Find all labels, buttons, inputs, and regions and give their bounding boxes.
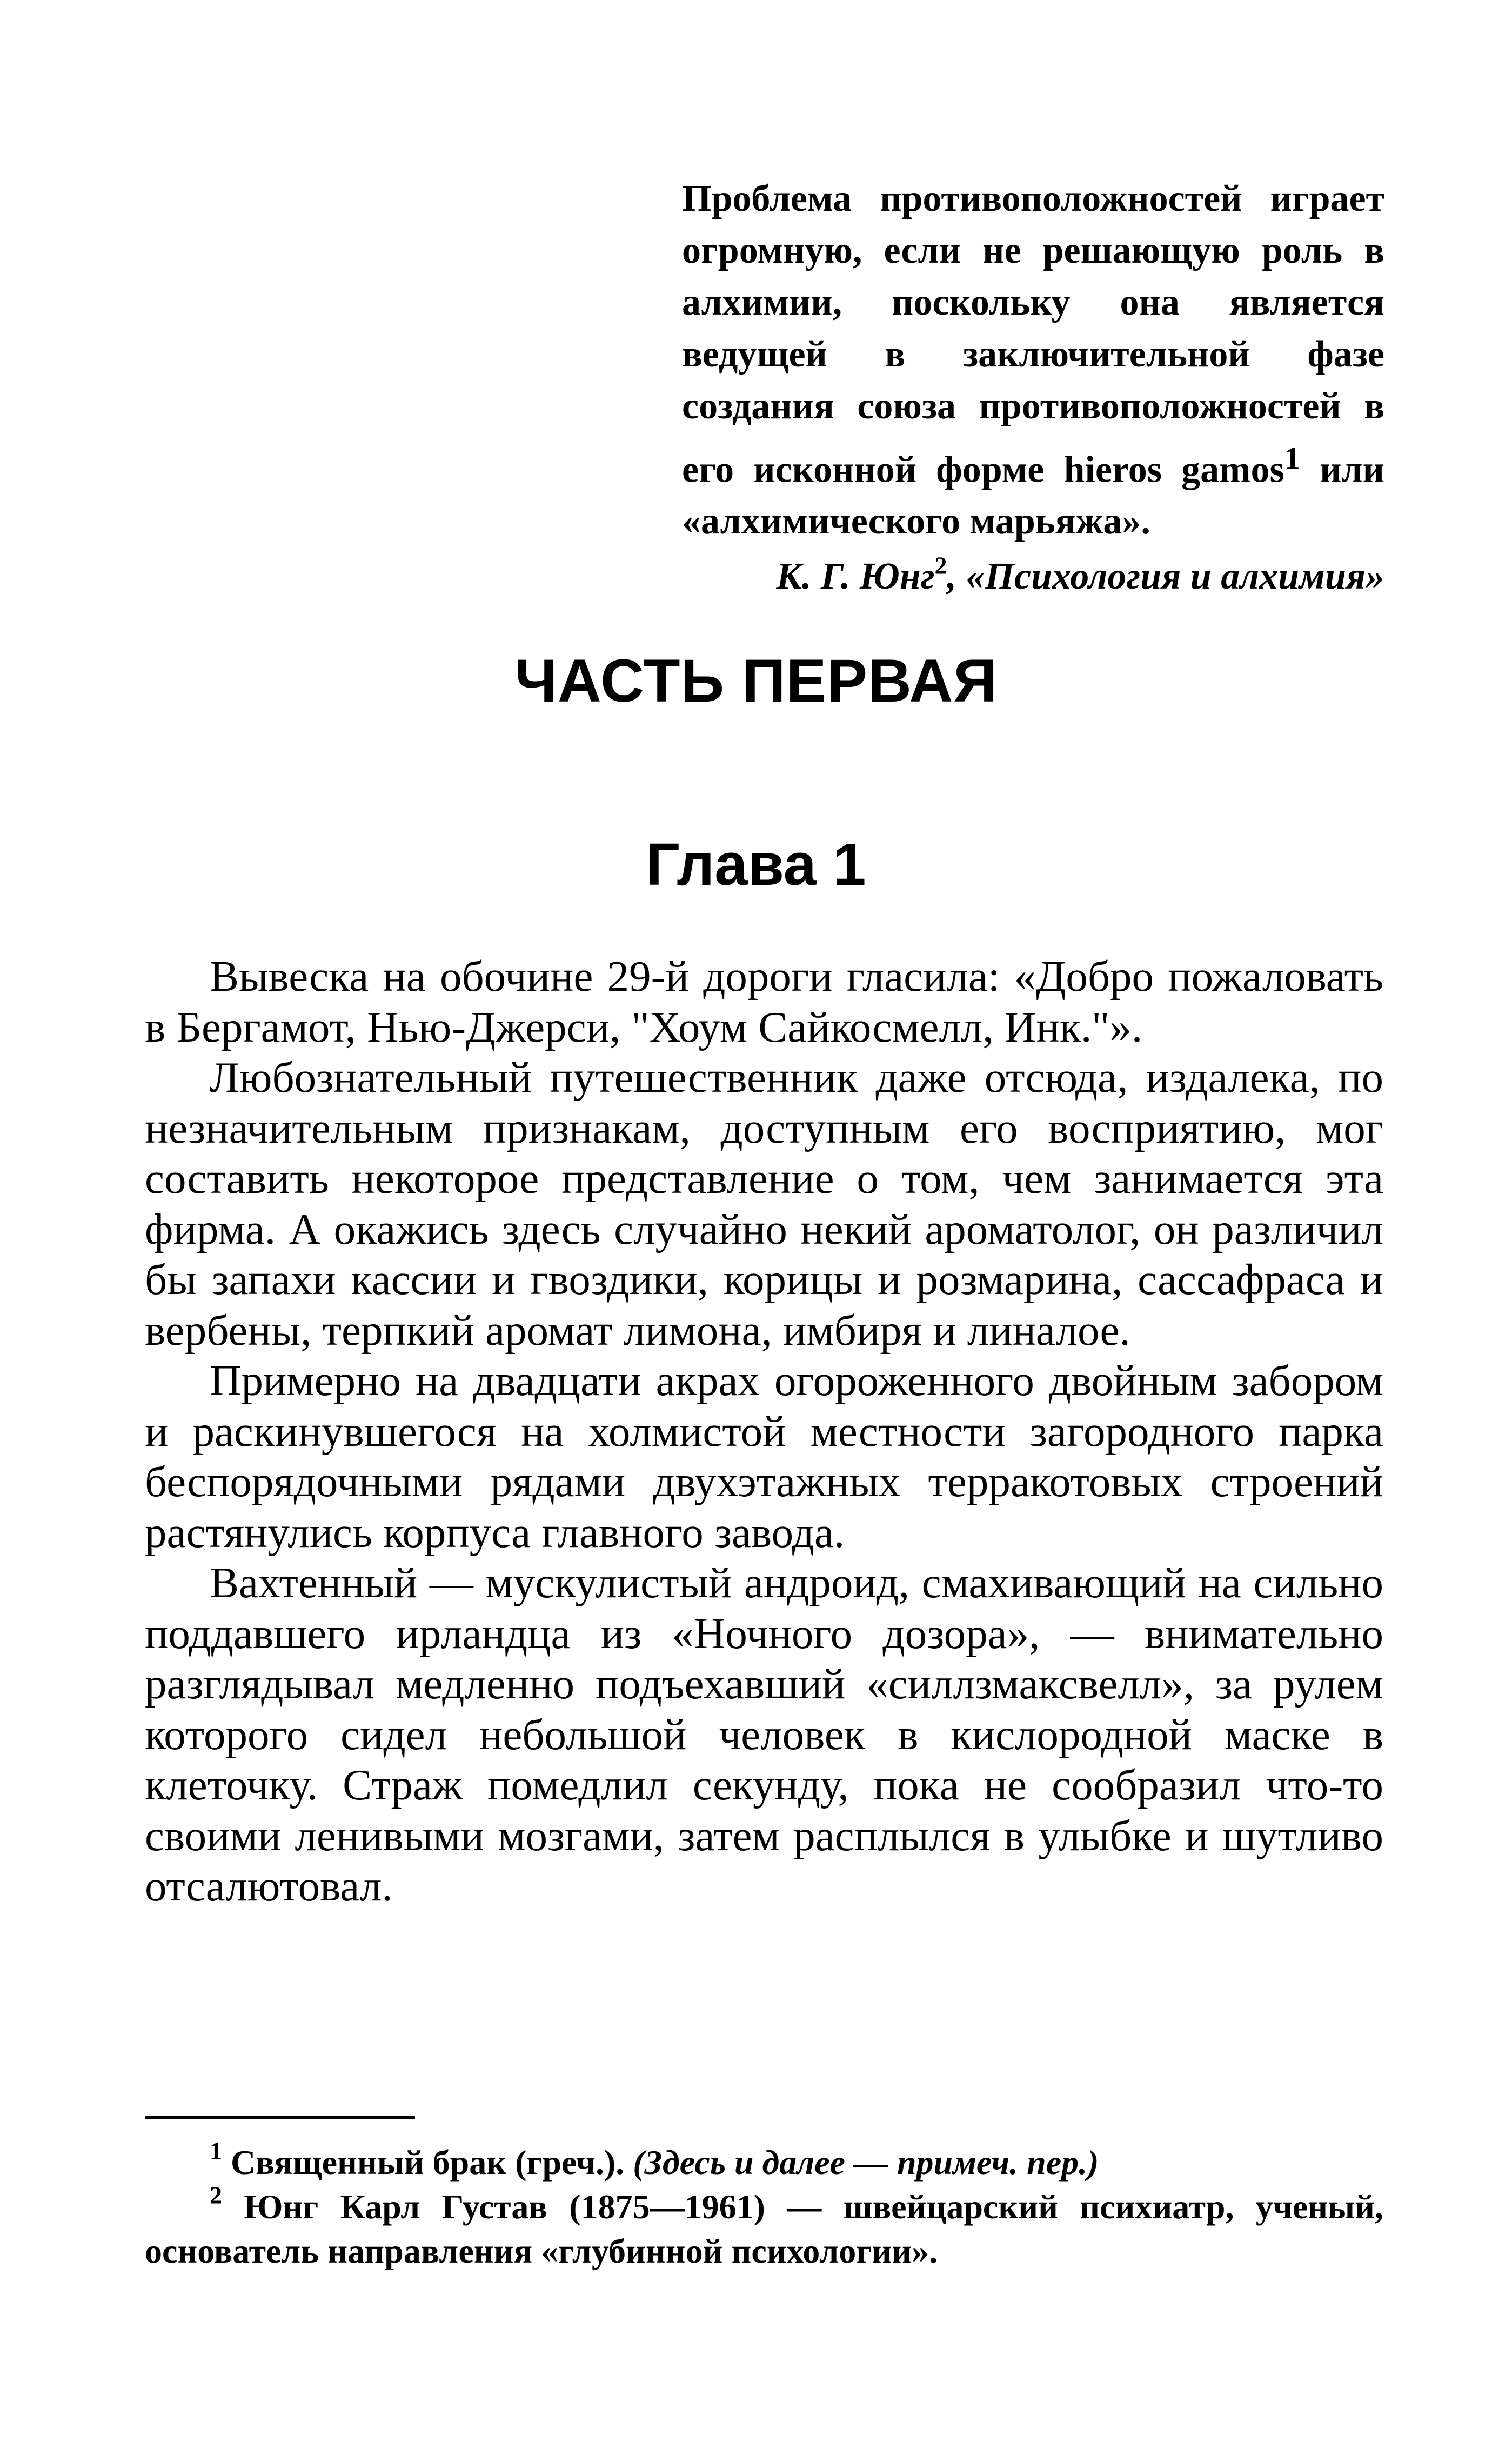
epigraph bbox=[682, 173, 1384, 603]
chapter-title: Глава 1 bbox=[646, 831, 866, 898]
paragraph: Примерно на двадцати акрах огороженного двойным забором и раскинувшегося на холмистой местности загородного парка беспорядочными рядами двухэтажных терракотовых строений растянулись корпуса главного завода. bbox=[145, 1356, 1383, 1557]
footnote-text: Священный брак (греч.). bbox=[231, 2143, 633, 2182]
epigraph-author: К. Г. Юнг bbox=[776, 556, 935, 598]
footnote-text: Юнг Карл Густав (1875—1961) — швейцарский психиатр, ученый, основатель направления «глубинной психологии». bbox=[145, 2187, 1383, 2270]
paragraph: Любознательный путешественник даже отсюда, издалека, по незначительным признакам, доступным его восприятию, мог составить некоторое представление о том, чем занимается эта фирма. А окажись здесь случайно некий ароматолог, он различил бы запахи кассии и гвоздики, корицы и розмарина, сассафраса и вербены, терпкий аромат лимона, имбиря и линалое. bbox=[145, 1053, 1383, 1355]
footnote-divider bbox=[145, 2116, 415, 2119]
paragraph: Вывеска на обочине 29-й дороги гласила: «Добро пожаловать в Бергамот, Нью-Джерси, "Хоум Сайкосмелл, Инк."». bbox=[145, 952, 1383, 1051]
part-title: ЧАСТЬ ПЕРВАЯ bbox=[514, 647, 998, 715]
paragraph: Вахтенный — мускулистый андроид, смахивающий на сильно поддавшего ирландца из «Ночного дозора», — внимательно разглядывал медленно подъехавший «силлзмаксвелл», за рулем которого сидел небольшой человек в кислородной маске в клеточку. Страж помедлил секунду, пока не сообразил что-то своими ленивыми мозгами, затем расплылся в улыбке и шутливо отсалютовал. bbox=[145, 1558, 1383, 1910]
footnote-marker: 1 bbox=[210, 2137, 222, 2165]
footnote-2 bbox=[145, 2181, 1383, 2273]
footnote-ref-1[interactable]: 1 bbox=[1284, 441, 1300, 476]
epigraph-text bbox=[682, 173, 1384, 548]
epigraph-attribution bbox=[682, 551, 1384, 603]
chapter-body bbox=[145, 951, 1383, 1912]
footnote-marker: 2 bbox=[210, 2181, 222, 2209]
epigraph-quote: Проблема противоположностей играет огромную, если не решающую роль в алхимии, поскольку она является ведущей в заключительной фазе создания союза противоположностей в его исконной форме hieros gamos bbox=[682, 178, 1384, 491]
footnote-note: (Здесь и далее — примеч. пер.) bbox=[633, 2143, 1099, 2182]
epigraph-source: , «Психология и алхимия» bbox=[947, 556, 1384, 598]
footnote-ref-2[interactable]: 2 bbox=[934, 551, 947, 579]
epigraph-quote-end: или «алхимического марьяжа». bbox=[682, 449, 1384, 543]
footnotes bbox=[145, 2137, 1383, 2273]
footnote-1 bbox=[145, 2137, 1383, 2185]
